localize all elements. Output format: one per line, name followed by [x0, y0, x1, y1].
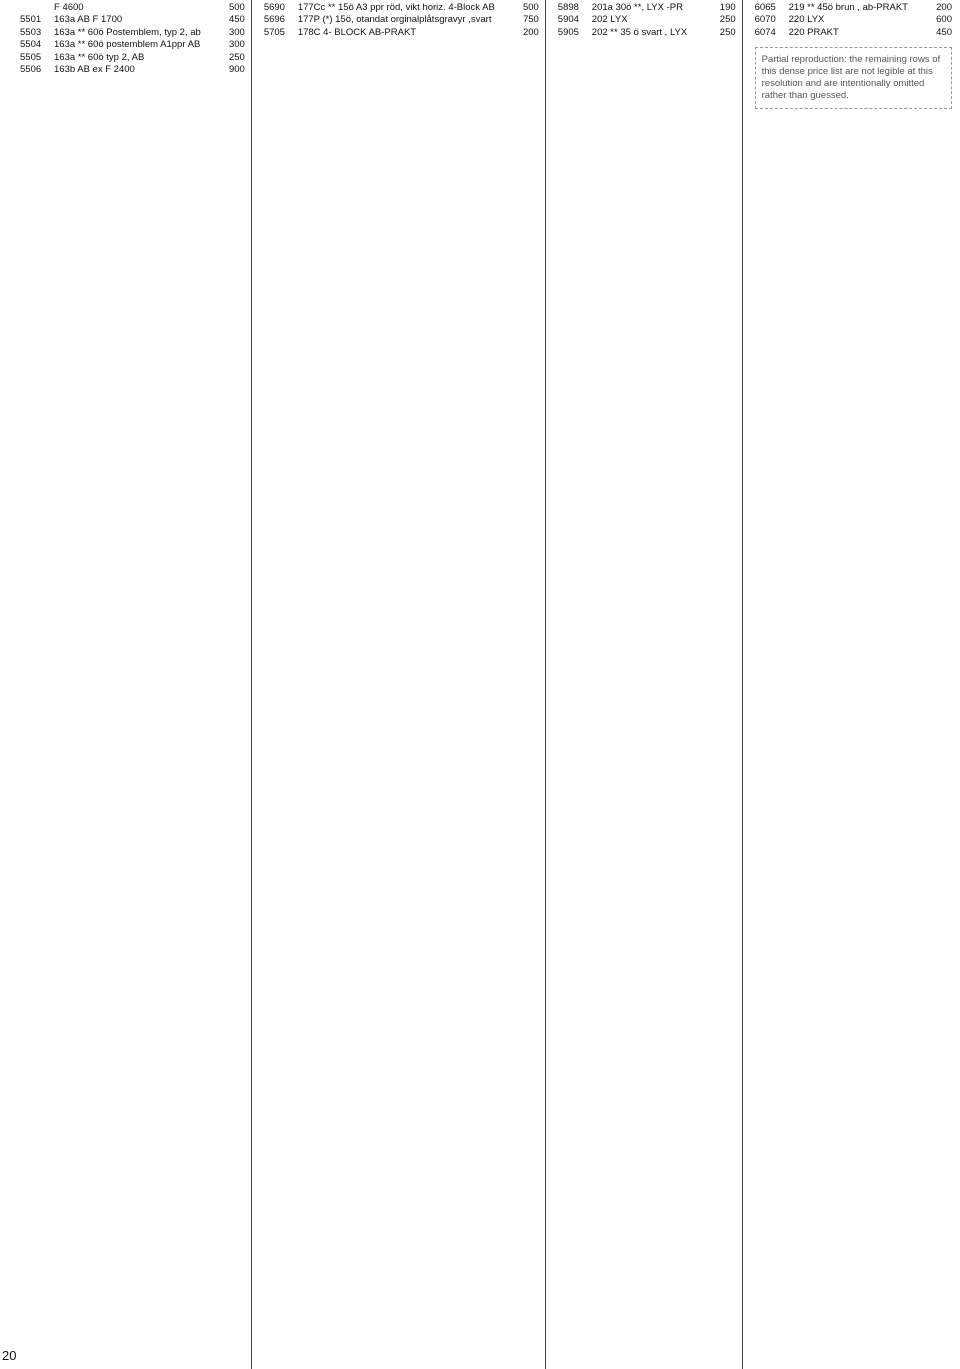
lot-number: 6070 — [754, 14, 776, 26]
lot-number: 5501 — [20, 14, 42, 26]
lot-price: 450 — [936, 26, 952, 38]
lot-price: 250 — [719, 26, 736, 38]
lot-price: 500 — [228, 2, 245, 13]
lot-description: 163a AB F 1700 — [54, 14, 123, 26]
lot-description: 220 LYX — [788, 14, 825, 26]
lot-price: 300 — [228, 26, 245, 38]
price-row — [20, 27, 245, 39]
lot-description: 177Cc ** 15ö A3 ppr röd, vikt horiz. 4-Block AB — [297, 2, 495, 13]
lot-price: 200 — [936, 2, 952, 13]
lot-number: 5696 — [263, 14, 285, 26]
price-row — [558, 14, 736, 26]
lot-number: 5504 — [20, 39, 42, 51]
lot-description: 178C 4- BLOCK AB-PRAKT — [297, 26, 417, 38]
price-row — [20, 14, 245, 26]
lot-description: 163a ** 60ö postemblem A1ppr AB — [54, 39, 201, 51]
price-list-columns — [18, 0, 958, 1369]
lot-number: 6074 — [754, 26, 776, 38]
lot-price: 500 — [522, 2, 539, 13]
lot-price: 200 — [522, 26, 539, 38]
lot-number: 5904 — [557, 14, 579, 26]
lot-number: 5690 — [263, 2, 285, 13]
price-row — [558, 2, 736, 14]
price-row — [755, 27, 952, 39]
lot-description: 201a 30ö **, LYX -PR — [591, 2, 683, 13]
page-number: 20 — [2, 1348, 17, 1363]
price-row — [755, 14, 952, 26]
lot-description: 220 PRAKT — [788, 26, 839, 38]
lot-description: 202 ** 35 ö svart , LYX — [591, 26, 688, 38]
lot-price: 190 — [719, 2, 736, 13]
lot-description: 163a ** 60ö Postemblem, typ 2, ab — [54, 26, 201, 38]
lot-number: 5506 — [20, 64, 42, 76]
lot-description: F 4600 — [54, 2, 84, 13]
price-row — [20, 64, 245, 76]
omission-note: Partial reproduction: the remaining rows of this dense price list are not legible at this resolution and are intentionally omitted rather than guessed. — [755, 47, 952, 109]
lot-price: 250 — [228, 51, 245, 63]
lot-number: 6065 — [754, 2, 776, 13]
price-column — [556, 0, 743, 1369]
lot-description: 202 LYX — [591, 14, 628, 26]
lot-number: 5898 — [557, 2, 579, 13]
lot-number: 5505 — [20, 51, 42, 63]
price-column — [18, 0, 252, 1369]
lot-price: 300 — [228, 39, 245, 51]
lot-price: 600 — [936, 14, 952, 26]
price-list-page — [18, 0, 958, 1369]
price-row — [264, 14, 539, 26]
price-row — [755, 2, 952, 14]
lot-price: 900 — [228, 64, 245, 76]
price-row — [20, 52, 245, 64]
lot-number: 5705 — [263, 26, 285, 38]
lot-description: 163b AB ex F 2400 — [54, 64, 135, 76]
price-row — [20, 39, 245, 51]
price-column — [262, 0, 546, 1369]
lot-price: 250 — [719, 14, 736, 26]
price-column — [753, 0, 958, 1369]
lot-description: 163a ** 60ö typ 2, AB — [54, 51, 145, 63]
lot-price: 450 — [228, 14, 245, 26]
lot-description: 219 ** 45ö brun , ab-PRAKT — [788, 2, 908, 13]
price-row — [264, 27, 539, 39]
lot-number: 5503 — [20, 26, 42, 38]
price-row — [20, 2, 245, 14]
lot-price: 750 — [522, 14, 539, 26]
price-row — [264, 2, 539, 14]
lot-number: 5905 — [557, 26, 579, 38]
lot-description: 177P (*) 15ö, otandat orginalplåtsgravyr ,svart — [297, 14, 492, 26]
price-row — [558, 27, 736, 39]
